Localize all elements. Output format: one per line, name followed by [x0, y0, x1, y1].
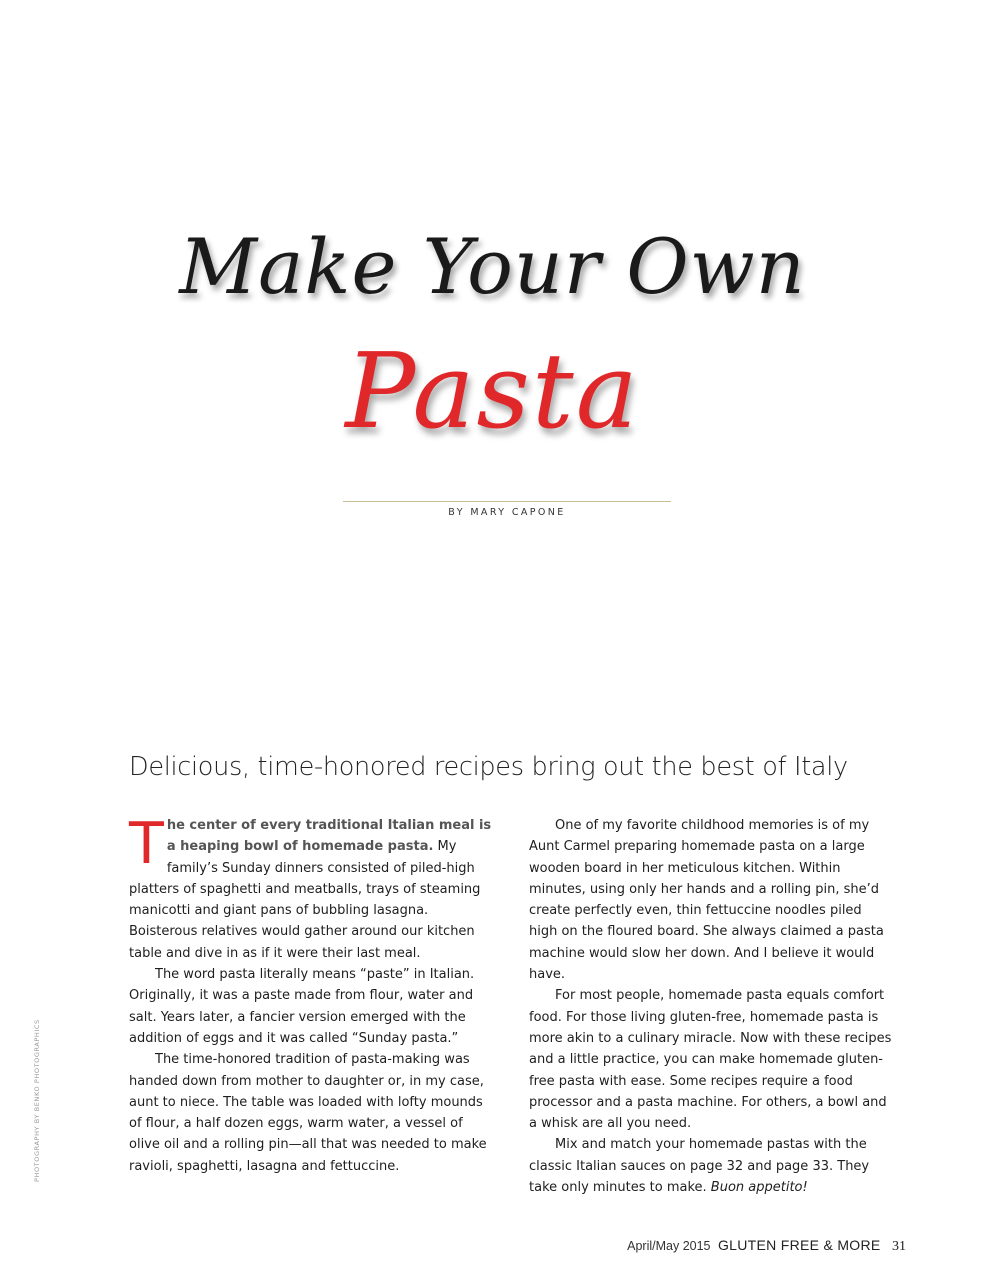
byline: BY MARY CAPONE — [448, 507, 566, 518]
paragraph-closing — [529, 1134, 894, 1198]
byline-divider — [343, 501, 671, 502]
lead-in-text: he center of every traditional Italian meal is a heaping bowl of homemade pasta. — [166, 818, 492, 855]
title-pasta-word: Pasta — [345, 330, 640, 452]
article-column-left — [129, 811, 494, 1177]
title-script-line: Make Your Own — [179, 222, 806, 311]
magazine-name: GLUTEN FREE & MORE — [717, 1237, 881, 1253]
paragraph-intro — [129, 811, 494, 964]
article-column-right — [529, 815, 894, 1198]
photo-credit: PHOTOGRAPHY BY BENKO PHOTOGRAPHICS — [33, 1019, 41, 1182]
paragraph: The time-honored tradition of pasta-making was handed down from mother to daughter or, in my case, aunt to niece. The table was loaded with lofty mounds of flour, a half dozen eggs, warm water, a vessel of olive oil and a rolling pin—all that was needed to make ravioli, spaghetti, lasagna and fettuccine. — [129, 1052, 487, 1174]
paragraph: One of my favorite childhood memories is of my Aunt Carmel preparing homemade pasta on a large wooden board in her meticulous kitchen. Within minutes, using only her hands and a rolling pin, she’d create perfectly even, thin fettuccine noodles piled high on the floured board. She always claimed a pasta machine would slow her down. And I believe it would have. — [529, 818, 884, 983]
issue-date: April/May 2015 — [627, 1239, 711, 1253]
page-number: 31 — [892, 1239, 906, 1254]
paragraph: For most people, homemade pasta equals comfort food. For those living gluten-free, homemade pasta is more akin to a culinary miracle. Now with these recipes and a little practice, you can make homemade gluten-free pasta with ease. Some recipes require a food processor and a pasta machine. For others, a bowl and a whisk are all you need. — [529, 988, 892, 1132]
article-deck: Delicious, time-honored recipes bring out the best of Italy — [129, 752, 848, 782]
page-footer — [627, 1237, 906, 1255]
closing-text: Mix and match your homemade pastas with the classic Italian sauces on page 32 and page 33. They take only minutes to make. — [529, 1137, 870, 1196]
intro-text: My family’s Sunday dinners consisted of piled-high platters of spaghetti and meatballs, trays of steaming manicotti and giant pans of bubbling lasagna. Boisterous relatives would gather around our kitchen table and dive in as if it were their last meal. — [129, 839, 481, 961]
paragraph: The word pasta literally means “paste” in Italian. Originally, it was a paste made from flour, water and salt. Years later, a fancier version emerged with the addition of eggs and it was called “Sunday pasta.” — [129, 967, 475, 1046]
drop-cap: T — [129, 811, 164, 877]
closing-italic: Buon appetito! — [710, 1180, 808, 1196]
